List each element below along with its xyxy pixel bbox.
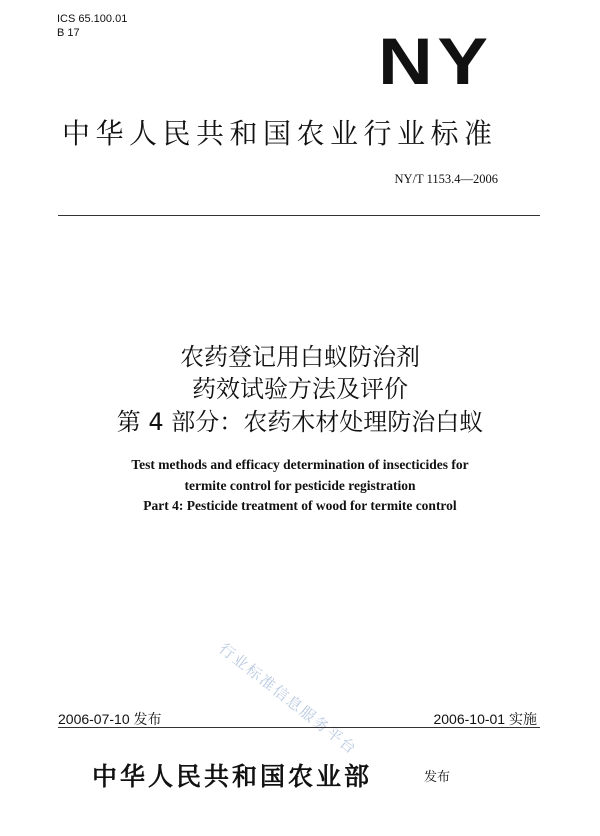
title-cn-line-2: 药效试验方法及评价 (192, 375, 408, 403)
publisher-name: 中华人民共和国农业部 (92, 764, 373, 791)
national-standard-title: 中华人民共和国农业行业标准 (62, 117, 498, 150)
title-en-line-2: termite control for pesticide registration (184, 478, 416, 493)
title-cn-line-3: 第 4 部分：农药木材处理防治白蚁 (116, 408, 484, 436)
ics-code: ICS 65.100.01 (57, 13, 128, 25)
title-en-line-1: Test methods and efficacy determination of insecticides for (131, 457, 469, 472)
implementation-date: 2006-10-01 实施 (433, 711, 537, 727)
issue-date: 2006-07-10 发布 (58, 711, 162, 727)
publisher-action: 发布 (424, 769, 451, 784)
ccs-code: B 17 (57, 27, 80, 39)
standard-code: NY/T 1153.4—2006 (394, 172, 498, 186)
top-divider (58, 215, 540, 216)
ny-logo: NY (378, 24, 493, 98)
title-en-line-3: Part 4: Pesticide treatment of wood for termite control (143, 498, 457, 513)
title-cn-line-1: 农药登记用白蚁防治剂 (180, 343, 420, 371)
watermark: 行业标准信息服务平台 (215, 639, 361, 759)
classification-codes (57, 12, 127, 40)
bottom-divider (58, 727, 540, 728)
